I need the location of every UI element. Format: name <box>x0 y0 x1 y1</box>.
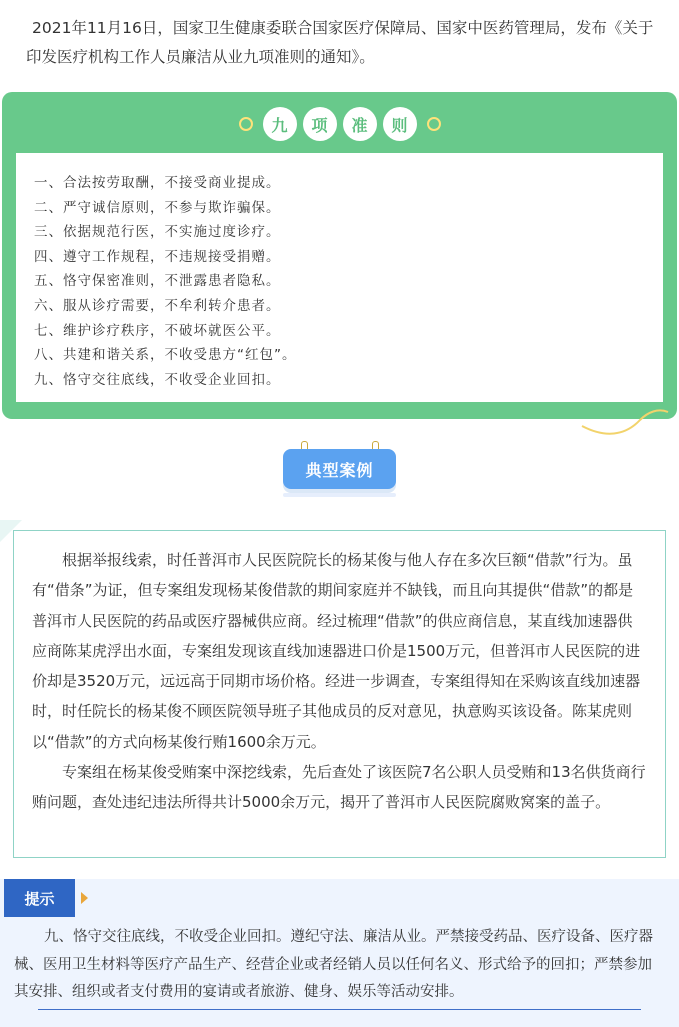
list-item: 一、合法按劳取酬，不接受商业提成。 <box>34 175 281 191</box>
case-badge: 典型案例 <box>283 449 396 489</box>
list-item: 三、依据规范行医，不实施过度诊疗。 <box>34 224 281 241</box>
divider <box>38 1009 641 1010</box>
intro-paragraph <box>26 14 666 72</box>
list-item: 九、恪守交往底线，不收受企业回扣。 <box>34 371 281 388</box>
list-item: 八、共建和谐关系，不收受患方“红包”。 <box>34 347 297 364</box>
tip-text: 九、恪守交往底线，不收受企业回扣。遵纪守法、廉洁从业。严禁接受药品、医疗设备、医疗器械、医用卫生材料等医疗产品生产、经营企业或者经销人员以任何名义、形式给予的回扣；严禁参加其安排、组织或者支付费用的宴请或者旅游、健身、娱乐等活动安排。 <box>14 929 653 1000</box>
title-char: 项 <box>303 107 337 141</box>
circle-deco-icon <box>239 117 253 131</box>
intro-text: 2021年11月16日，国家卫生健康委联合国家医疗保障局、国家中医药管理局，发布《关于印发医疗机构工作人员廉洁从业九项准则的通知》。 <box>26 19 654 66</box>
case-text <box>14 531 665 818</box>
principles-card <box>2 92 677 419</box>
circle-deco-icon <box>427 117 441 131</box>
principles-list <box>16 153 663 392</box>
list-item: 五、恪守保密准则，不泄露患者隐私。 <box>34 273 281 290</box>
case-paragraph: 专案组在杨某俊受贿案中深挖线索，先后查处了该医院7名公职人员受贿和13名供货商行贿问题，查处违纪违法所得共计5000余万元，揭开了普洱市人民医院腐败窝案的盖子。 <box>32 763 646 812</box>
case-badge-shadow <box>283 493 396 497</box>
case-box <box>13 530 666 858</box>
tip-label: 提示 <box>4 879 75 917</box>
title-char: 准 <box>343 107 377 141</box>
arrow-right-icon <box>81 892 88 904</box>
list-item: 二、严守诚信原则，不参与欺诈骗保。 <box>34 199 281 216</box>
list-item: 六、服从诊疗需要，不牟利转介患者。 <box>34 297 281 314</box>
title-char: 则 <box>383 107 417 141</box>
case-paragraph: 根据举报线索，时任普洱市人民医院院长的杨某俊与他人存在多次巨额“借款”行为。虽有“借条”为证，但专案组发现杨某俊借款的期间家庭并不缺钱，而且向其提供“借款”的都是普洱市人民医院的药品或医疗器械供应商。经过梳理“借款”的供应商信息，某直线加速器供应商陈某虎浮出水面，专案组发现该直线加速器进口价是1500万元，但普洱市人民医院的进价却是3520万元，远远高于同期市场价格。经进一步调查，专案组得知在采购该直线加速器时，时任院长的杨某俊不顾医院领导班子其他成员的反对意见，执意购买该设备。陈某虎则以“借款”的方式向杨某俊行贿1600余万元。 <box>32 551 641 751</box>
list-item: 七、维护诊疗秩序，不破坏就医公平。 <box>34 322 281 339</box>
list-item: 四、遵守工作规程，不违规接受捐赠。 <box>34 248 281 265</box>
principles-panel <box>16 153 663 402</box>
principles-title <box>2 108 677 140</box>
title-char: 九 <box>263 107 297 141</box>
swirl-deco-icon <box>580 398 670 438</box>
